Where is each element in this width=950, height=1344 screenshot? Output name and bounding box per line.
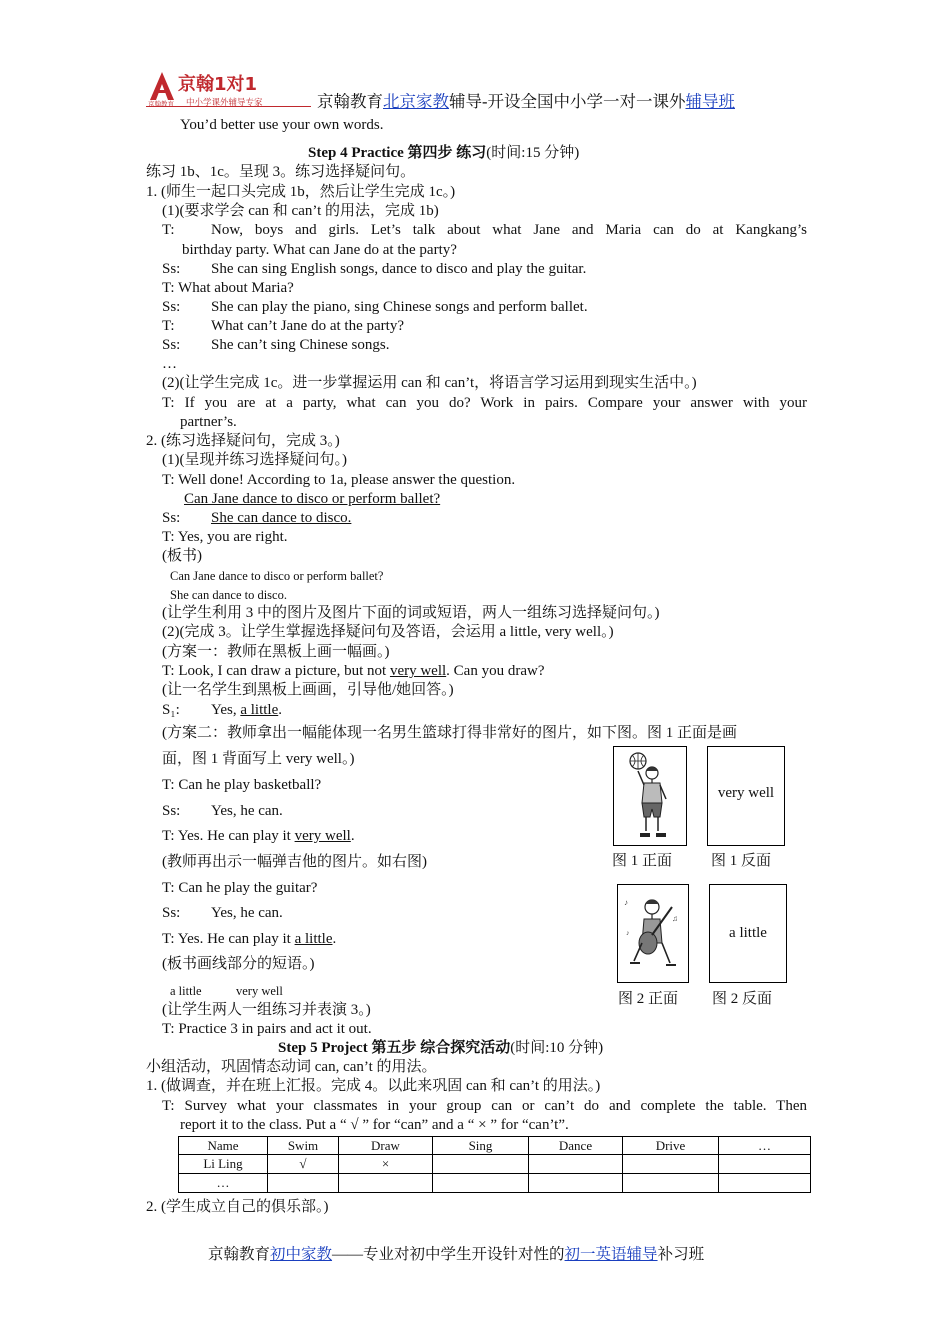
table-header-cell: Dance bbox=[529, 1137, 623, 1155]
speaker-label: Ss: bbox=[162, 337, 181, 353]
figure1-back-text: very well bbox=[717, 785, 775, 801]
table-cell bbox=[719, 1174, 811, 1193]
table-cell: … bbox=[179, 1174, 268, 1193]
dialogue-line: T: Yes, you are right. bbox=[162, 529, 288, 545]
table-cell bbox=[339, 1174, 433, 1193]
dialogue-line: T: Can he play the guitar? bbox=[162, 880, 318, 896]
table-row bbox=[179, 1174, 811, 1193]
dialogue-line: Yes, he can. bbox=[211, 803, 283, 819]
text-line: 面，图 1 背面写上 very well。) bbox=[162, 751, 355, 767]
table-cell: × bbox=[339, 1155, 433, 1174]
logo-title: 京翰1对1 bbox=[178, 74, 258, 95]
table-cell bbox=[529, 1174, 623, 1193]
jinghan-logo bbox=[146, 68, 306, 108]
dialogue-line: She can play the piano, sing Chinese songs and perform ballet. bbox=[211, 299, 588, 315]
dialogue-line: She can’t sing Chinese songs. bbox=[211, 337, 390, 353]
text-line: (2)(完成 3。让学生掌握选择疑问句及答语，会运用 a little, very well。) bbox=[162, 624, 614, 640]
dialogue-line: birthday party. What can Jane do at the party? bbox=[182, 242, 457, 258]
page-header: 京翰教育北京家教辅导-开设全国中小学一对一课外辅导班 bbox=[317, 92, 735, 111]
ellipsis: … bbox=[162, 356, 177, 372]
table-cell bbox=[433, 1174, 529, 1193]
page-footer: 京翰教育初中家教——专业对初中学生开设针对性的初一英语辅导补习班 bbox=[208, 1246, 705, 1263]
text-line: (板书) bbox=[162, 548, 202, 564]
text-line: (1)(要求学会 can 和 can’t 的用法，完成 1b) bbox=[162, 203, 439, 219]
guitar-player-illustration bbox=[618, 885, 688, 982]
text-line: 小组活动，巩固情态动词 can, can’t 的用法。 bbox=[146, 1059, 437, 1075]
logo-underline bbox=[146, 106, 311, 107]
figure2-front-caption: 图 2 正面 bbox=[618, 991, 679, 1007]
table-header-row bbox=[179, 1137, 811, 1155]
table-cell: Li Ling bbox=[179, 1155, 268, 1174]
speaker-label: Ss: bbox=[162, 261, 181, 277]
figure1-back-card bbox=[707, 746, 785, 846]
dialogue-line: T: Yes. He can play it very well. bbox=[162, 828, 355, 844]
logo-tagline: 京翰教育 bbox=[148, 100, 174, 108]
dialogue-line: T: Practice 3 in pairs and act it out. bbox=[162, 1021, 372, 1037]
text-line: (让一名学生到黑板上画画，引导他/她回答。) bbox=[162, 682, 454, 698]
table-cell bbox=[529, 1155, 623, 1174]
text-line: (方案二：教师拿出一幅能体现一名男生篮球打得非常好的图片，如下图。图 1 正面是画 bbox=[162, 725, 737, 741]
figure2-back-card bbox=[709, 884, 787, 983]
dialogue-line: Yes, he can. bbox=[211, 905, 283, 921]
dialogue-line: T: What about Maria? bbox=[162, 280, 294, 296]
dialogue-line: T: Well done! According to 1a, please answer the question. bbox=[162, 472, 516, 488]
text-line: (让学生利用 3 中的图片及图片下面的词或短语，两人一组练习选择疑问句。) bbox=[162, 605, 660, 621]
footer-link-junior-tutor[interactable]: 初中家教 bbox=[270, 1246, 333, 1263]
table-cell bbox=[623, 1174, 719, 1193]
svg-text:♪: ♪ bbox=[624, 898, 628, 907]
figure1-back-caption: 图 1 反面 bbox=[711, 853, 772, 869]
dialogue-line: T: If you are at a party, what can you do? Work in pairs. Compare your answer with your bbox=[162, 395, 807, 411]
dialogue-line: Yes, a little. bbox=[211, 702, 282, 718]
table-cell bbox=[623, 1155, 719, 1174]
survey-table bbox=[178, 1136, 811, 1193]
text-line: You’d better use your own words. bbox=[180, 117, 384, 133]
speaker-label: T: bbox=[162, 222, 175, 238]
table-cell bbox=[433, 1155, 529, 1174]
speaker-label: Ss: bbox=[162, 299, 181, 315]
dialogue-line: report it to the class. Put a “ √ ” for “can” and a “ × ” for “can’t”. bbox=[180, 1117, 569, 1133]
table-header-cell: Sing bbox=[433, 1137, 529, 1155]
text-line: 练习 1b、1c。呈现 3。练习选择疑问句。 bbox=[146, 164, 416, 180]
text-line: (让学生两人一组练习并表演 3。) bbox=[162, 1002, 371, 1018]
figure1-front-caption: 图 1 正面 bbox=[612, 853, 673, 869]
logo-subtitle: 中小学课外辅导专家 bbox=[186, 98, 263, 108]
text-line: (板书画线部分的短语。) bbox=[162, 956, 315, 972]
figure2-back-text: a little bbox=[729, 925, 767, 941]
table-header-cell: Draw bbox=[339, 1137, 433, 1155]
table-header-cell: Drive bbox=[623, 1137, 719, 1155]
step5-heading: Step 5 Project 第五步 综合探究活动(时间:10 分钟) bbox=[278, 1040, 604, 1056]
text-line: (2)(让学生完成 1c。进一步掌握运用 can 和 can’t，将语言学习运用到现实生活中。) bbox=[162, 375, 697, 391]
question-underlined: Can Jane dance to disco or perform ballet? bbox=[184, 491, 441, 507]
table-header-cell: Swim bbox=[268, 1137, 339, 1155]
table-header-cell: Name bbox=[179, 1137, 268, 1155]
dialogue-line: T: Yes. He can play it a little. bbox=[162, 931, 337, 947]
figure2-front-picture bbox=[617, 884, 689, 983]
dialogue-line: What can’t Jane do at the party? bbox=[211, 318, 404, 334]
board-text: She can dance to disco. bbox=[170, 588, 287, 602]
dialogue-line: Now, boys and girls. Let’s talk about what Jane and Maria can do at Kangkang’s bbox=[211, 222, 807, 238]
figure1-front-picture bbox=[613, 746, 687, 846]
text-line: 2. (练习选择疑问句，完成 3。) bbox=[146, 433, 340, 449]
svg-text:♫: ♫ bbox=[672, 914, 678, 923]
dialogue-line: She can sing English songs, dance to disco and play the guitar. bbox=[211, 261, 587, 277]
header-link-tutoring-class[interactable]: 辅导班 bbox=[685, 92, 735, 111]
basketball-boy-illustration bbox=[614, 747, 686, 845]
speaker-label: Ss: bbox=[162, 905, 181, 921]
board-phrase-a-little: a little bbox=[170, 984, 202, 998]
answer-underlined: She can dance to disco. bbox=[211, 510, 352, 526]
speaker-label: Ss: bbox=[162, 510, 181, 526]
table-cell: √ bbox=[268, 1155, 339, 1174]
step4-heading: Step 4 Practice 第四步 练习(时间:15 分钟) bbox=[308, 145, 580, 161]
text-line: (1)(呈现并练习选择疑问句。) bbox=[162, 452, 347, 468]
figure2-back-caption: 图 2 反面 bbox=[712, 991, 773, 1007]
svg-text:♪: ♪ bbox=[626, 929, 630, 937]
dialogue-line: T: Look, I can draw a picture, but not very well. Can you draw? bbox=[162, 663, 545, 679]
dialogue-line: partner’s. bbox=[180, 414, 237, 430]
footer-link-grade7-english[interactable]: 初一英语辅导 bbox=[564, 1246, 658, 1263]
dialogue-line: T: Survey what your classmates in your group can or can’t do and complete the table. Then bbox=[162, 1098, 807, 1114]
board-phrase-very-well: very well bbox=[236, 984, 283, 998]
text-line: 2. (学生成立自己的俱乐部。) bbox=[146, 1199, 329, 1215]
text-line: (教师再出示一幅弹吉他的图片。如右图) bbox=[162, 854, 427, 870]
header-link-beijing-tutor[interactable]: 北京家教 bbox=[383, 92, 449, 111]
dialogue-line: T: Can he play basketball? bbox=[162, 777, 322, 793]
text-line: 1. (师生一起口头完成 1b，然后让学生完成 1c。) bbox=[146, 184, 456, 200]
text-line: 1. (做调查，并在班上汇报。完成 4。以此来巩固 can 和 can’t 的用法。) bbox=[146, 1078, 601, 1094]
table-cell bbox=[268, 1174, 339, 1193]
text-line: (方案一：教师在黑板上画一幅画。) bbox=[162, 644, 390, 660]
table-cell bbox=[719, 1155, 811, 1174]
speaker-label: Ss: bbox=[162, 803, 181, 819]
board-text: Can Jane dance to disco or perform ballet? bbox=[170, 569, 384, 583]
table-row bbox=[179, 1155, 811, 1174]
speaker-label: T: bbox=[162, 318, 175, 334]
table-header-cell: … bbox=[719, 1137, 811, 1155]
speaker-label: S₁: bbox=[162, 702, 180, 718]
